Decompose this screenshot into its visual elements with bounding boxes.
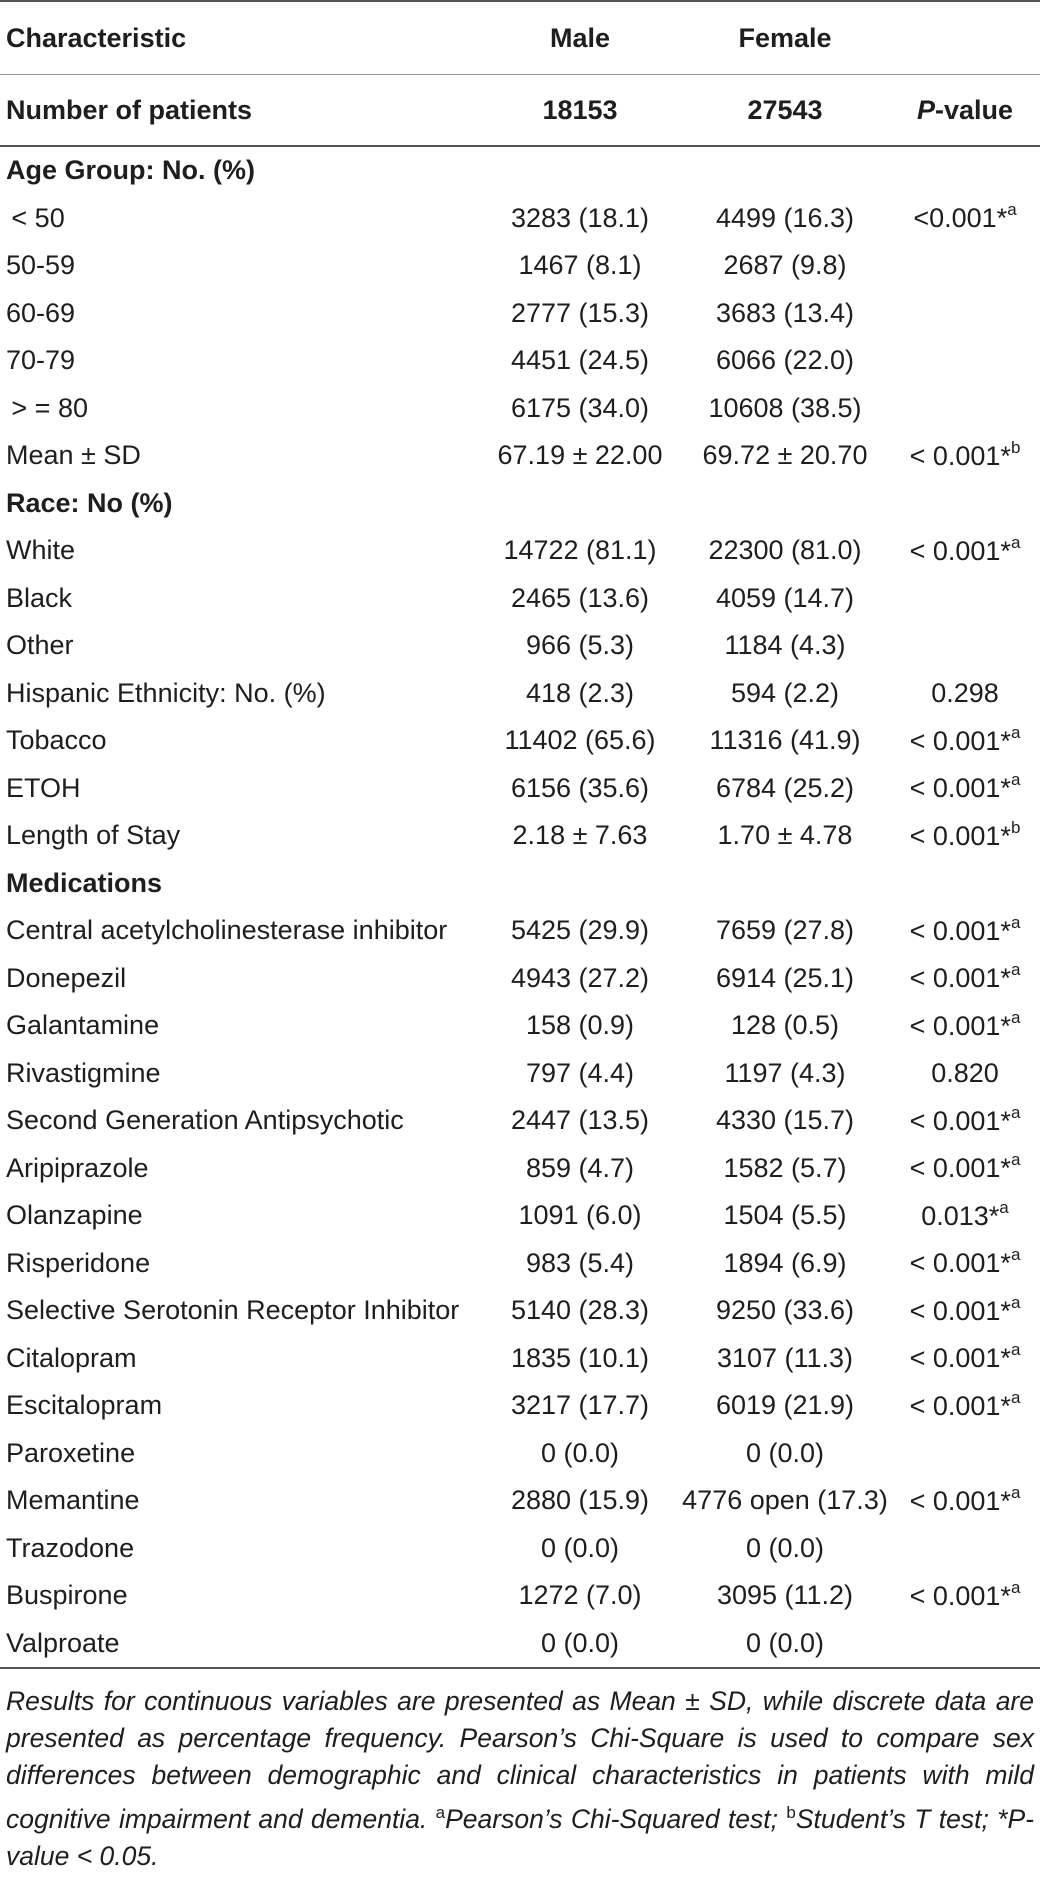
p-value-superscript: a [1010, 722, 1021, 742]
p-value [890, 1050, 1040, 1098]
table-row [0, 385, 1040, 433]
male-value: 3217 (17.7) [510, 1390, 650, 1421]
p-value [890, 1335, 1040, 1383]
p-value [890, 1002, 1040, 1050]
header-male-count: 18153 [480, 75, 680, 147]
p-value [890, 575, 1040, 623]
p-value-text: < 0.001* [909, 535, 1011, 566]
header-male: Male [480, 1, 680, 75]
p-value [890, 1620, 1040, 1669]
female-value: 3095 (11.2) [716, 1580, 854, 1611]
row-label: Olanzapine [6, 1200, 143, 1231]
male-value: 6175 (34.0) [510, 392, 650, 423]
table-row [0, 1097, 1040, 1145]
male-value: 2880 (15.9) [510, 1485, 650, 1516]
row-label: Tobacco [6, 725, 107, 756]
male-value: 0 (0.0) [540, 1532, 620, 1563]
row-label: Valproate [0, 1620, 480, 1669]
p-value-text: < 0.001* [909, 1153, 1011, 1184]
table-row [0, 1430, 1040, 1478]
table-row [0, 1620, 1040, 1669]
male-value: 2777 (15.3) [510, 297, 650, 328]
p-value [890, 1430, 1040, 1478]
male-value: 1272 (7.0) [518, 1580, 642, 1611]
female-value: 0 (0.0) [745, 1532, 825, 1563]
row-label: Second Generation Antipsychotic [6, 1105, 404, 1136]
table-row [0, 432, 1040, 480]
female-value: 6019 (21.9) [715, 1390, 855, 1421]
p-value-superscript: a [1010, 770, 1021, 790]
p-value [890, 907, 1040, 955]
header-p-suffix: -value [934, 94, 1014, 125]
row-label: Trazodone [6, 1532, 135, 1563]
footnote-text-3: Student’s T test; *P-value < 0.05. [6, 1803, 1034, 1871]
p-value [890, 290, 1040, 338]
row-label: Central acetylcholinesterase inhibitor [6, 915, 448, 946]
p-value [890, 765, 1040, 813]
male-value: 859 (4.7) [525, 1152, 635, 1183]
p-value [890, 860, 1040, 908]
table-row [0, 1145, 1040, 1193]
p-value-text: < 0.001* [909, 1390, 1011, 1421]
footnote-sup-a: a [435, 1803, 446, 1822]
female-value: 0 (0.0) [680, 1620, 890, 1669]
table-row [0, 812, 1040, 860]
table-body [0, 146, 1040, 1668]
header-number-of-patients: Number of patients [0, 75, 480, 147]
p-value [890, 717, 1040, 765]
row-label: Race: No (%) [6, 487, 173, 518]
female-value: 69.72 ± 20.70 [702, 440, 868, 471]
footnote-text-1: Results for continuous variables are presented as Mean ± SD, while discrete data are presented as percentage frequency. Pearson’s Chi-Square is used to compare sex differences between demographic and clinical characteristics in patients with mild cognitive impairment and dementia. [6, 1686, 1034, 1834]
p-value-text: < 0.001* [909, 1580, 1011, 1611]
header-female-count: 27543 [680, 75, 890, 147]
p-value [890, 1477, 1040, 1525]
table-row [0, 1477, 1040, 1525]
p-value-text: < 0.001* [909, 1105, 1011, 1136]
header-row-2 [0, 75, 1040, 147]
p-value [890, 432, 1040, 480]
p-value-superscript: b [1010, 437, 1021, 457]
section-header-row [0, 860, 1040, 908]
table-row [0, 1572, 1040, 1620]
p-value [890, 1145, 1040, 1193]
female-value: 594 (2.2) [730, 677, 840, 708]
p-value-text: < 0.001* [909, 963, 1011, 994]
table-row [0, 1002, 1040, 1050]
section-header-row [0, 480, 1040, 528]
row-label: Selective Serotonin Receptor Inhibitor [6, 1295, 460, 1326]
row-label: Mean ± SD [6, 440, 141, 471]
male-value: 2447 (13.5) [510, 1105, 650, 1136]
p-value [890, 195, 1040, 243]
p-value-superscript: b [1010, 817, 1021, 837]
male-value: 6156 (35.6) [510, 772, 650, 803]
table-row [0, 907, 1040, 955]
table-footnote [0, 1669, 1040, 1875]
male-value: 1091 (6.0) [518, 1200, 642, 1231]
row-label: Buspirone [6, 1580, 128, 1611]
male-value: 983 (5.4) [525, 1247, 635, 1278]
male-value [480, 480, 680, 528]
male-value: 966 (5.3) [525, 630, 635, 661]
male-value: 67.19 ± 22.00 [497, 440, 663, 471]
row-label: Memantine [6, 1485, 140, 1516]
p-value [890, 670, 1040, 718]
p-value-superscript: a [1010, 960, 1021, 980]
p-value-text: <0.001* [913, 203, 1008, 234]
male-value: 14722 (81.1) [503, 535, 657, 566]
row-label: 70-79 [6, 345, 76, 376]
p-value [890, 1382, 1040, 1430]
table-row [0, 955, 1040, 1003]
p-value-superscript: a [1010, 1245, 1021, 1265]
p-value-superscript: a [1010, 1340, 1021, 1360]
male-value: 0 (0.0) [540, 1437, 620, 1468]
table-row [0, 575, 1040, 623]
row-label: Paroxetine [6, 1437, 136, 1468]
male-value [480, 146, 680, 195]
female-value: 4499 (16.3) [715, 202, 855, 233]
row-label: Length of Stay [6, 820, 181, 851]
female-value: 4776 open (17.3) [682, 1485, 888, 1516]
male-value: 4451 (24.5) [510, 345, 650, 376]
p-value-text: 0.013* [921, 1200, 1000, 1231]
female-value: 7659 (27.8) [715, 915, 855, 946]
male-value: 11402 (65.6) [504, 725, 656, 756]
p-value-superscript: a [1010, 1150, 1021, 1170]
p-value-text: < 0.001* [909, 1010, 1011, 1041]
female-value: 1894 (6.9) [723, 1247, 847, 1278]
p-value [890, 480, 1040, 528]
p-value-superscript: a [1010, 1292, 1021, 1312]
row-label: Age Group: No. (%) [6, 155, 255, 186]
p-value-text: < 0.001* [909, 725, 1011, 756]
table-row [0, 1335, 1040, 1383]
p-value-text: < 0.001* [909, 1343, 1011, 1374]
table-row [0, 1287, 1040, 1335]
footnote-text-2: Pearson’s Chi-Squared test; [445, 1803, 787, 1834]
male-value: 5425 (29.9) [510, 915, 650, 946]
male-value: 5140 (28.3) [510, 1295, 650, 1326]
table-row [0, 765, 1040, 813]
p-value-text: 0.820 [931, 1057, 999, 1088]
male-value: 418 (2.3) [525, 677, 635, 708]
table-row [0, 242, 1040, 290]
female-value: 9250 (33.6) [715, 1295, 855, 1326]
p-value [890, 527, 1040, 575]
table-row [0, 717, 1040, 765]
p-value-text: < 0.001* [909, 1248, 1011, 1279]
row-label: Escitalopram [6, 1390, 163, 1421]
p-value [890, 242, 1040, 290]
row-label: Other [6, 630, 74, 661]
female-value: 3683 (13.4) [715, 297, 855, 328]
female-value: 1.70 ± 4.78 [717, 820, 853, 851]
row-label: < 50 [6, 202, 65, 233]
p-value [890, 1240, 1040, 1288]
table-row [0, 337, 1040, 385]
row-label: > = 80 [6, 392, 88, 423]
row-label: Risperidone [6, 1247, 151, 1278]
footnote-sup-b: b [786, 1803, 796, 1822]
p-value [890, 337, 1040, 385]
p-value-superscript: a [1010, 1007, 1021, 1027]
row-label: ETOH [6, 772, 81, 803]
p-value [890, 812, 1040, 860]
female-value: 22300 (81.0) [708, 535, 862, 566]
female-value: 2687 (9.8) [723, 250, 847, 281]
female-value [680, 480, 890, 528]
header-empty [890, 1, 1040, 75]
female-value: 6784 (25.2) [715, 772, 855, 803]
male-value: 797 (4.4) [525, 1057, 635, 1088]
row-label: Rivastigmine [6, 1057, 161, 1088]
p-value-text: < 0.001* [909, 440, 1011, 471]
p-value-superscript: a [1010, 1482, 1021, 1502]
p-value-text: 0.298 [931, 677, 999, 708]
female-value: 11316 (41.9) [709, 725, 861, 756]
female-value: 4059 (14.7) [715, 582, 855, 613]
p-value-superscript: a [999, 1197, 1009, 1217]
header-characteristic: Characteristic [0, 1, 480, 75]
header-female: Female [680, 1, 890, 75]
table-row [0, 670, 1040, 718]
male-value: 158 (0.9) [525, 1010, 635, 1041]
female-value [680, 860, 890, 908]
p-value-superscript: a [1010, 1387, 1021, 1407]
female-value: 10608 (38.5) [708, 392, 862, 423]
row-label: 50-59 [6, 250, 76, 281]
p-value-text: < 0.001* [909, 773, 1011, 804]
p-value-superscript: a [1010, 532, 1021, 552]
female-value: 0 (0.0) [745, 1437, 825, 1468]
p-value [890, 1097, 1040, 1145]
header-row-1 [0, 1, 1040, 75]
row-label: Medications [6, 867, 163, 898]
p-value [890, 1572, 1040, 1620]
p-value [890, 1525, 1040, 1573]
row-label: Donepezil [6, 962, 127, 993]
female-value: 128 (0.5) [730, 1010, 840, 1041]
section-header-row [0, 146, 1040, 195]
male-value: 2465 (13.6) [510, 582, 650, 613]
table-row [0, 527, 1040, 575]
table-row [0, 1192, 1040, 1240]
male-value: 4943 (27.2) [510, 962, 650, 993]
row-label: Black [6, 582, 73, 613]
p-value-superscript: a [1010, 1577, 1021, 1597]
male-value: 1835 (10.1) [510, 1342, 650, 1373]
table-row [0, 290, 1040, 338]
header-p-value [890, 75, 1040, 147]
female-value: 1197 (4.3) [724, 1057, 846, 1088]
p-value [890, 622, 1040, 670]
table-row [0, 1240, 1040, 1288]
row-label: Galantamine [6, 1010, 160, 1041]
male-value: 2.18 ± 7.63 [512, 820, 648, 851]
male-value: 3283 (18.1) [510, 202, 650, 233]
table-row [0, 1382, 1040, 1430]
p-value [890, 955, 1040, 1003]
female-value: 6914 (25.1) [715, 962, 855, 993]
table-row [0, 622, 1040, 670]
p-value-superscript: a [1010, 1102, 1021, 1122]
p-value [890, 146, 1040, 195]
p-value-text: < 0.001* [909, 820, 1011, 851]
table-row [0, 195, 1040, 243]
p-value-text: < 0.001* [909, 915, 1011, 946]
p-value-text: < 0.001* [909, 1485, 1011, 1516]
table-row [0, 1525, 1040, 1573]
p-value [890, 1287, 1040, 1335]
female-value: 1504 (5.5) [723, 1200, 847, 1231]
female-value: 6066 (22.0) [715, 345, 855, 376]
row-label: Aripiprazole [6, 1152, 149, 1183]
male-value: 0 (0.0) [480, 1620, 680, 1669]
female-value: 4330 (15.7) [715, 1105, 855, 1136]
header-p-letter: P [916, 94, 935, 125]
p-value-text: < 0.001* [909, 1295, 1011, 1326]
male-value [480, 860, 680, 908]
p-value-superscript: a [1007, 200, 1017, 220]
p-value-superscript: a [1010, 912, 1021, 932]
female-value: 3107 (11.3) [716, 1342, 854, 1373]
row-label: Citalopram [6, 1342, 137, 1373]
p-value [890, 1192, 1040, 1240]
p-value [890, 385, 1040, 433]
male-value: 1467 (8.1) [518, 250, 642, 281]
female-value: 1582 (5.7) [723, 1152, 847, 1183]
table-row [0, 1050, 1040, 1098]
row-label: White [6, 535, 76, 566]
row-label: Hispanic Ethnicity: No. (%) [6, 677, 326, 708]
female-value [680, 146, 890, 195]
female-value: 1184 (4.3) [724, 630, 846, 661]
row-label: 60-69 [6, 297, 76, 328]
